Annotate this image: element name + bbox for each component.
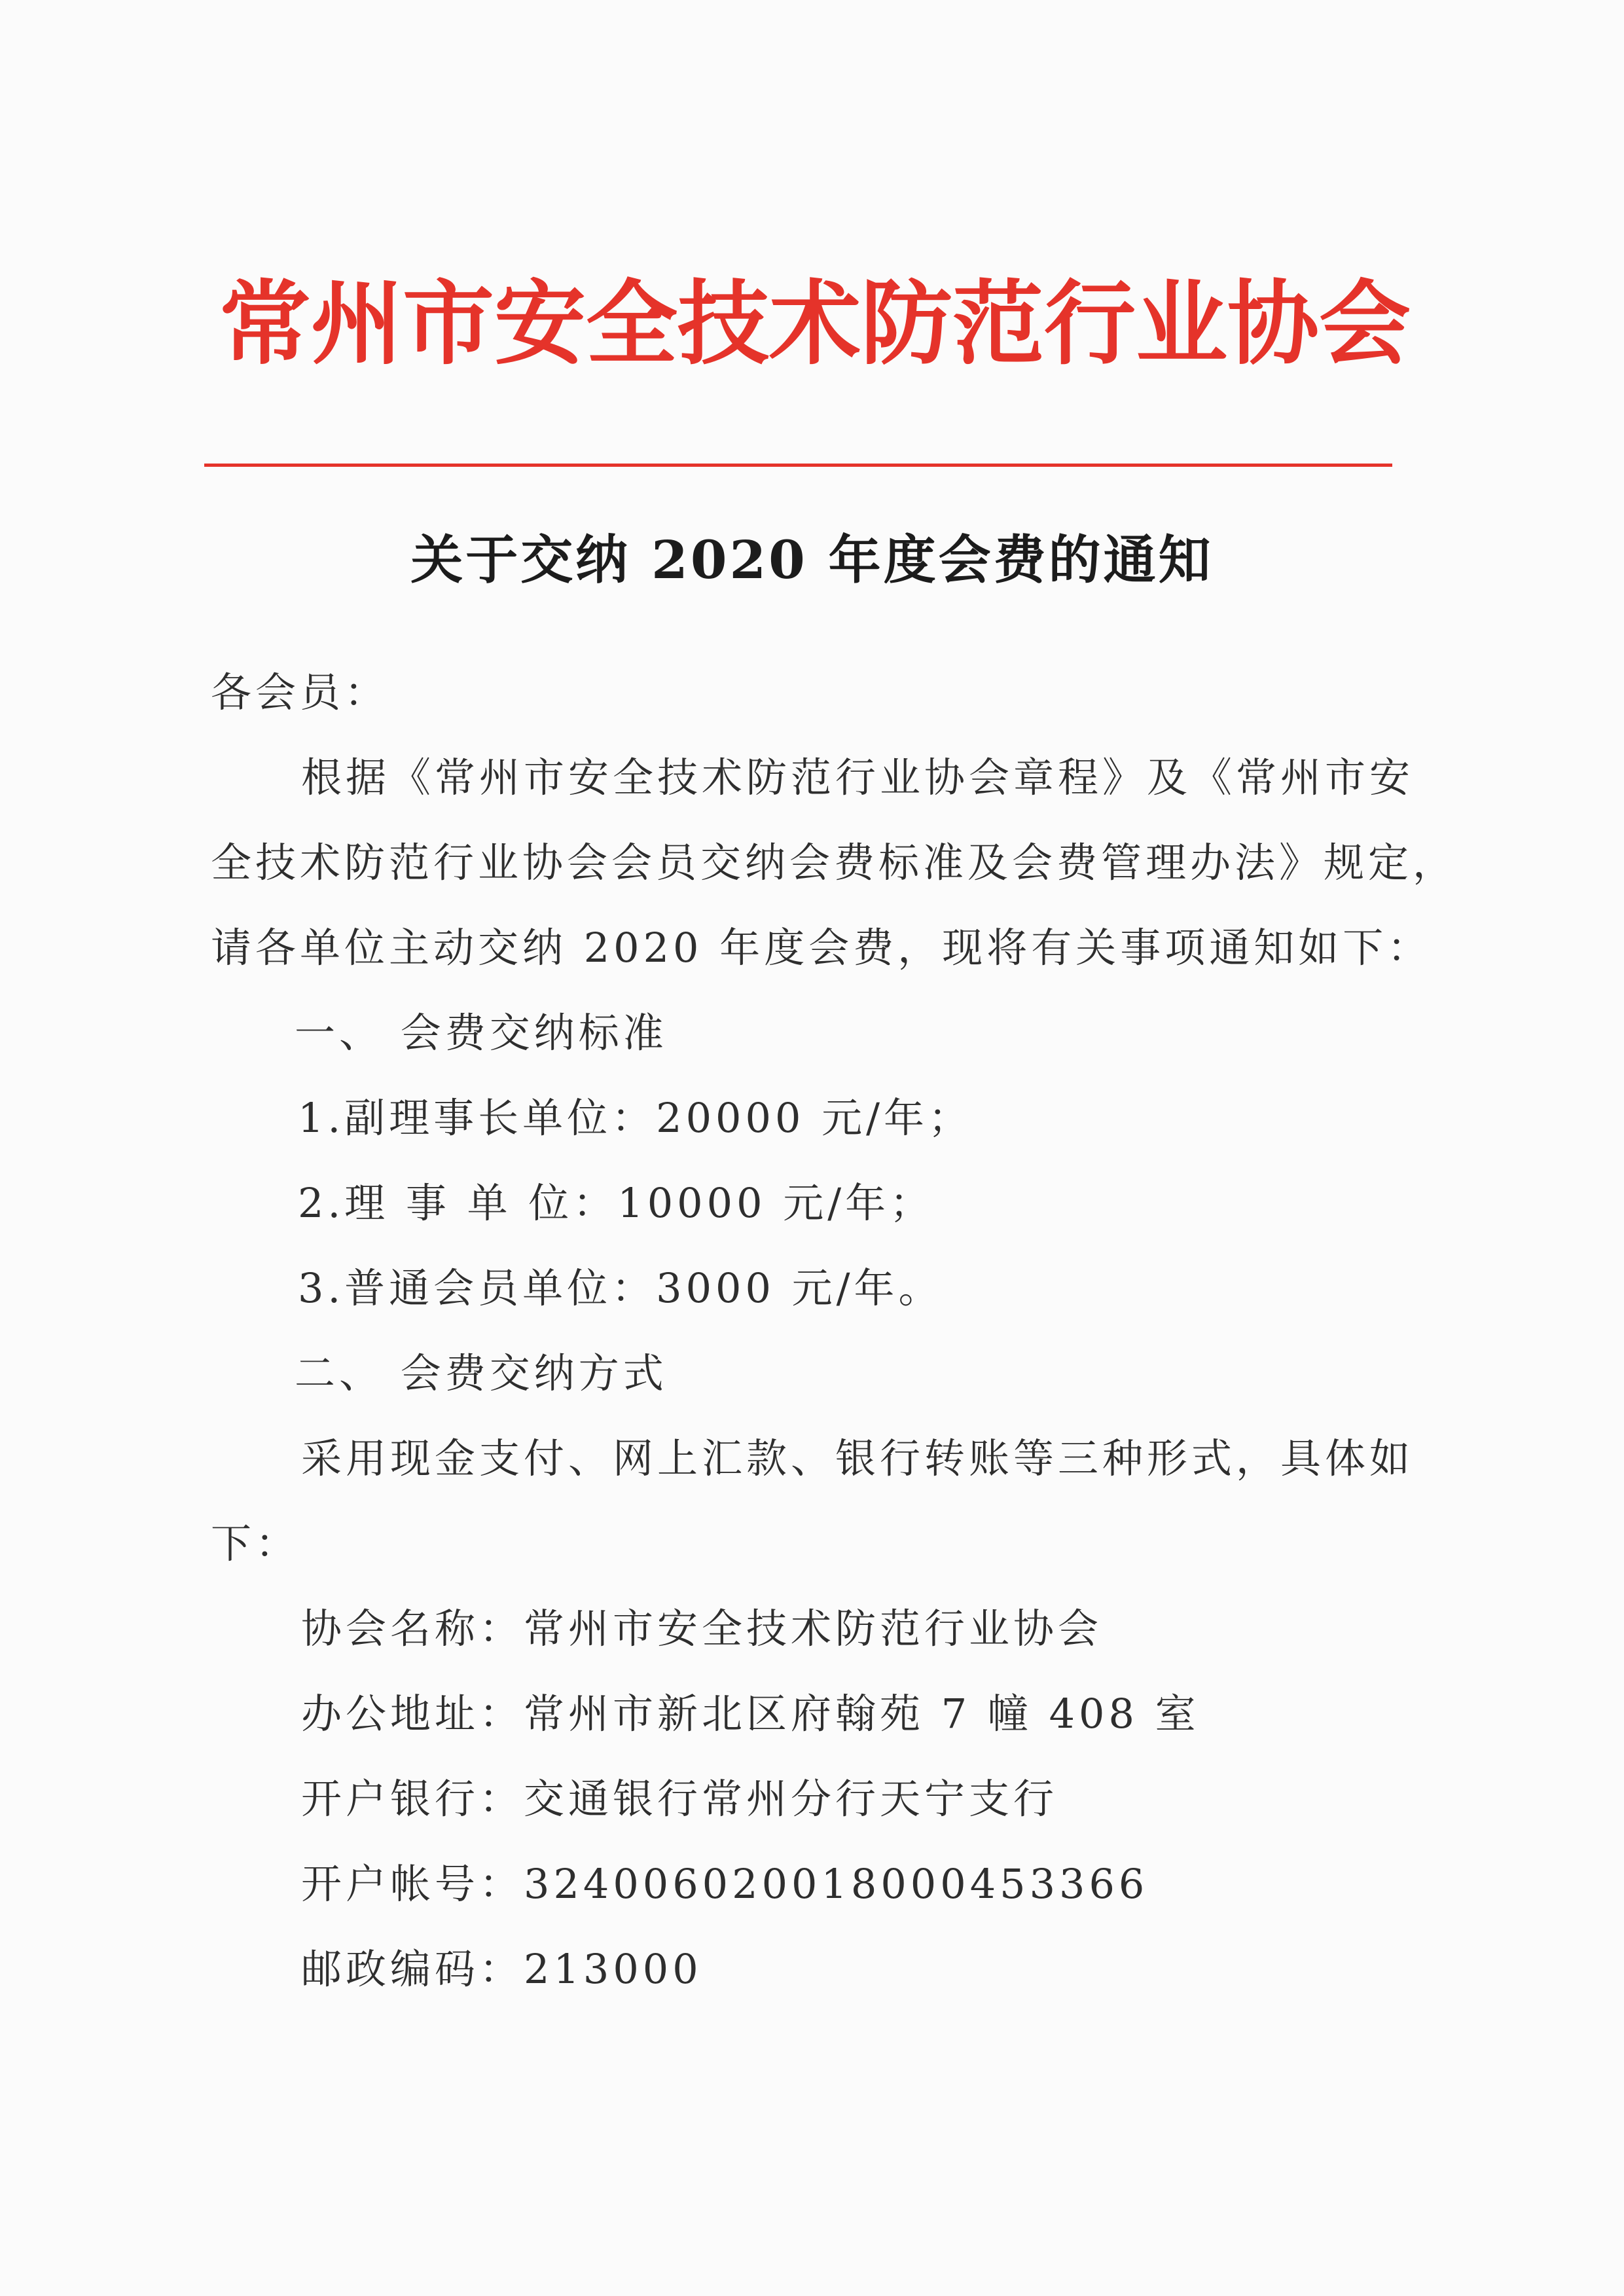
section-1-heading: 一、 会费交纳标准 [295,1009,668,1057]
account-bank: 开户银行：交通银行常州分行天宁支行 [301,1775,1058,1823]
fee-item-member: 3.普通会员单位：3000 元/年。 [298,1264,943,1312]
account-name: 协会名称：常州市安全技术防范行业协会 [301,1605,1103,1652]
intro-line-1: 根据《常州市安全技术防范行业协会章程》及《常州市安 [301,754,1415,801]
intro-line-2: 全技术防范行业协会会员交纳会费标准及会费管理办法》规定， [211,839,1458,886]
section-2-heading: 二、 会费交纳方式 [295,1349,668,1397]
intro-line-3: 请各单位主动交纳 2020 年度会费，现将有关事项通知如下： [211,924,1432,972]
postal-code: 邮政编码：213000 [301,1945,702,1993]
notice-title: 关于交纳 2020 年度会费的通知 [410,529,1214,591]
fee-item-director: 2.理 事 单 位：10000 元/年； [298,1179,935,1227]
account-address: 办公地址：常州市新北区府翰苑 7 幢 408 室 [301,1690,1200,1738]
payment-line-1: 采用现金支付、网上汇款、银行转账等三种形式，具体如 [301,1434,1415,1482]
salutation: 各会员： [211,668,389,716]
header-divider [204,464,1392,467]
organization-header: 常州市安全技术防范行业协会 [219,270,1411,378]
account-number: 开户帐号：324006020018000453366 [301,1860,1149,1908]
payment-line-2: 下： [211,1520,300,1567]
fee-item-vice-president: 1.副理事长单位：20000 元/年； [298,1094,973,1142]
